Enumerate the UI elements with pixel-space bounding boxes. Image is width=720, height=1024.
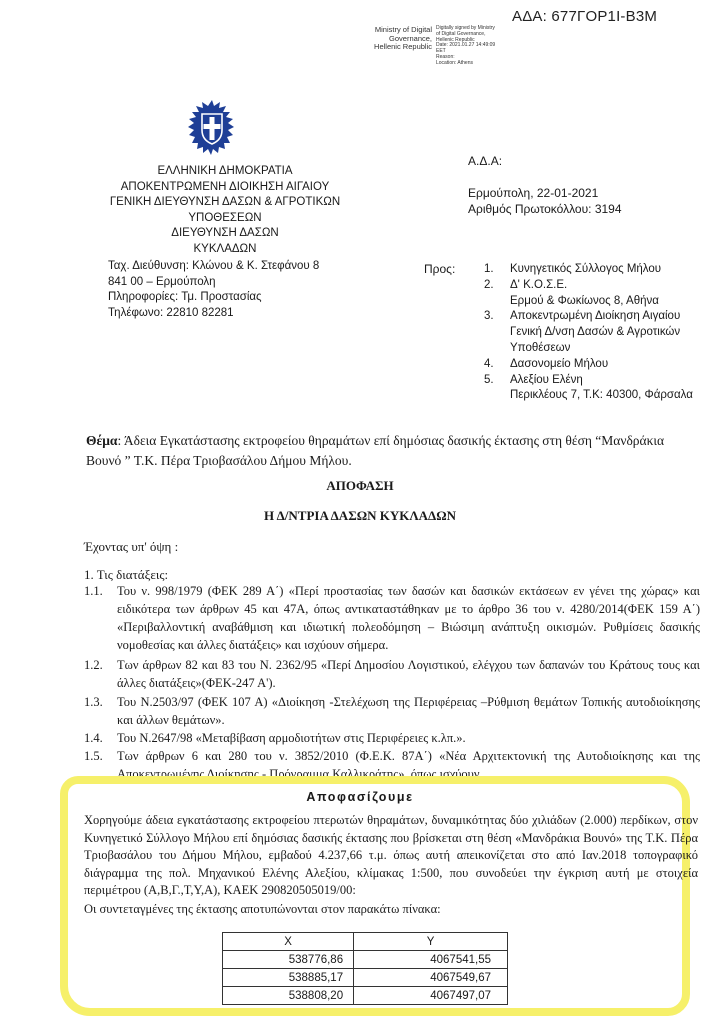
provision-text: Του ν. 998/1979 (ΦΕΚ 289 Α΄) «Περί προστασίας των δασών και δασικών εκτάσεων εν γένει της χώρας» και ειδικότερα των άρθρων 45 και 47Α, όπως αντικαταστάθηκαν με το άρθρο 36 του ν. 4280/2014(ΦΕΚ 159 Α΄) «Περιβαλλοντική αναβάθμιση και ιδιωτική πολεοδόμηση – Βιώσιμη ανάπτυξη οικισμών. Ρυθμίσεις δασικής νομοθεσίας και άλλες διατάξεις» και ισχύουν σήμερα. [117, 584, 700, 652]
recipient-number: 1. [484, 263, 494, 275]
ada-label: Α.Δ.Α: [468, 154, 503, 168]
document-date: Ερμούπολη, 22-01-2021 [468, 186, 599, 200]
issuing-authority [100, 164, 350, 257]
table-row [223, 987, 508, 1005]
recipient-item [484, 278, 714, 310]
provision-item [84, 729, 700, 747]
signature-detail-line: Date: 2021.01.27 14:49:09 [436, 42, 496, 49]
recipients-list [484, 262, 714, 404]
signature-detail-line: Hellenic Republic [436, 36, 475, 43]
grant-text: Χορηγούμε άδεια εγκατάστασης εκτροφείου πτερωτών θηραμάτων, δυναμικότητας δύο χιλιάδων (2.000) περδίκων, στον Κυνηγετικό Σύλλογο Μήλου επί δημόσιας δασικής έκτασης που βρίσκεται στη θέση «Μανδράκια Βουνό» της Τ.Κ. Πέρα Τριοβασάλου του Δήμου Μήλου, εμβαδού 4.237,66 τ.μ. όπως αυτή απεικονίζεται στο από Ιαν.2018 τοπογραφικό διάγραμμα της πολ. Μηχανικού Ελένης Αλεξίου, κλίμακας 1:500, που συνοδεύει την έγκριση αυτή με στοιχεία περιμέτρου (Α,Β,Γ.,Τ,Υ,Α), ΚΑΕΚ 290820505019/00: [84, 813, 698, 897]
cell-x: 538885,17 [223, 969, 354, 987]
cell-x: 538776,86 [223, 951, 354, 969]
decision-title: ΑΠΟΦΑΣΗ [326, 478, 394, 493]
cell-y: 4067497,07 [354, 987, 508, 1005]
recipient-line: Περικλέους 7, Τ.Κ: 40300, Φάρσαλα [510, 389, 693, 402]
provision-item [84, 656, 700, 692]
recipient-number: 2. [484, 278, 494, 291]
considering-heading: Έχοντας υπ' όψη : [84, 539, 179, 554]
greek-emblem-icon [182, 98, 242, 158]
provision-number: 1.2. [84, 658, 103, 672]
contact-info [108, 259, 319, 321]
authority-line: ΑΠΟΚΕΝΤΡΩΜΕΝΗ ΔΙΟΙΚΗΣΗ ΑΙΓΑΙΟΥ [120, 180, 330, 193]
coordinates-table [222, 932, 508, 1005]
ada-top-stamp: ΑΔΑ: 677ΓΟΡ1Ι-Β3Μ [512, 8, 658, 25]
recipient-line: Δασονομείο Μήλου [510, 357, 609, 370]
signer-line: Governance, [389, 33, 432, 43]
table-header-row [223, 933, 508, 951]
provision-item [84, 582, 700, 654]
provision-number: 1.3. [84, 695, 103, 709]
recipient-line: Γενική Δ/νση Δασών & Αγροτικών [510, 326, 681, 339]
provision-text: Των άρθρων 82 και 83 του Ν. 2362/95 «Περί Δημοσίου Λογιστικού, ελέγχου των δαπανών του Κράτους τους και άλλες διατάξεις»(ΦΕΚ-247 Α'). [117, 658, 700, 690]
cell-y: 4067541,55 [354, 951, 508, 969]
recipient-item [484, 373, 714, 405]
subject-label: Θέμα [86, 433, 118, 448]
authority-line: ΕΛΛΗΝΙΚΗ ΔΗΜΟΚΡΑΤΙΑ [157, 165, 293, 177]
table-row [223, 969, 508, 987]
recipient-item [484, 357, 714, 373]
provision-number: 1.4. [84, 731, 103, 745]
signature-signer [366, 26, 432, 52]
provision-text: Του Ν.2503/97 (ΦΕΚ 107 Α) «Διοίκηση -Στελέχωση της Περιφέρειας –Ρύθμιση θεμάτων Τοπικής αυτοδιοίκησης και άλλων θεμάτων». [117, 695, 700, 727]
signature-detail-line: Reason: [436, 53, 455, 60]
recipient-line: Αποκεντρωμένη Διοίκηση Αιγαίου [510, 310, 681, 323]
recipients-label: Προς: [424, 262, 456, 276]
subject-text: : Άδεια Εγκατάστασης εκτροφείου θηραμάτων επί δημόσιας δασικής έκτασης στη θέση “Μανδράκια Βουνό ” Τ.Κ. Πέρα Τριοβασάλου Δήμου Μήλου. [86, 433, 665, 468]
recipient-line: Υποθέσεων [510, 341, 571, 354]
signer-line: Hellenic Republic [374, 42, 432, 51]
subject [86, 431, 700, 471]
recipient-line: Ερμού & Φωκίωνος 8, Αθήνα [510, 294, 659, 307]
recipient-item [484, 309, 714, 356]
provision-number: 1.1. [84, 584, 103, 598]
contact-line: Πληροφορίες: Τμ. Προστασίας [108, 291, 262, 303]
recipient-number: 4. [484, 357, 494, 370]
recipient-number: 3. [484, 310, 494, 323]
signature-detail-line: EET [436, 48, 446, 55]
signature-detail-line: Digitally signed by Ministry [436, 25, 495, 31]
authority-line: ΥΠΟΘΕΣΕΩΝ [188, 211, 262, 224]
cell-y: 4067549,67 [354, 969, 508, 987]
provision-text: Των άρθρων 6 και 280 του ν. 3852/2010 (Φ.Ε.Κ. 87Α΄) «Νέα Αρχιτεκτονική της Αυτοδιοίκησης και της Αποκεντρωμένης Διοίκησης - Πρόγραμμα Καλλικράτης», όπως ισχύουν. [117, 749, 700, 781]
signature-details [436, 26, 556, 67]
decide-heading: Αποφασίζουμε [306, 790, 414, 804]
recipient-line: Κυνηγετικός Σύλλογος Μήλου [510, 263, 662, 275]
authority-line: ΔΙΕΥΘΥΝΣΗ ΔΑΣΩΝ [171, 227, 279, 239]
column-header-x: Χ [223, 933, 354, 951]
recipient-line: Δ' Κ.Ο.Σ.Ε. [510, 278, 568, 291]
provision-item [84, 693, 700, 729]
provision-text: Του Ν.2647/98 «Μεταβίβαση αρμοδιοτήτων στις Περιφέρειες κ.λπ.». [117, 731, 466, 745]
authority-line: ΚΥΚΛΑΔΩΝ [193, 242, 257, 255]
cell-x: 538808,20 [223, 987, 354, 1005]
contact-line: Ταχ. Διεύθυνση: Κλώνου & Κ. Στεφάνου 8 [108, 260, 320, 272]
protocol-number: Αριθμός Πρωτοκόλλου: 3194 [468, 202, 622, 216]
signature-detail-line: Location: Athens [436, 59, 473, 66]
provisions-heading: 1. Τις διατάξεις: [84, 567, 169, 582]
recipient-item [484, 262, 714, 278]
contact-line: 841 00 – Ερμούπολη [108, 275, 216, 288]
director-title: Η Δ/ΝΤΡΙΑ ΔΑΣΩΝ ΚΥΚΛΑΔΩΝ [263, 508, 457, 523]
column-header-y: Υ [354, 933, 508, 951]
recipient-line: Αλεξίου Ελένη [510, 373, 583, 386]
signature-detail-line: of Digital Governance, [436, 30, 486, 37]
contact-line: Τηλέφωνο: 22810 82281 [108, 306, 234, 319]
coordinates-note: Οι συντεταγμένες της έκτασης αποτυπώνονται στον παρακάτω πίνακα: [84, 902, 441, 916]
provision-number: 1.5. [84, 749, 103, 763]
table-row [223, 951, 508, 969]
authority-line: ΓΕΝΙΚΗ ΔΙΕΥΘΥΝΣΗ ΔΑΣΩΝ & ΑΓΡΟΤΙΚΩΝ [109, 196, 341, 208]
signer-line: Ministry of Digital [374, 25, 432, 34]
recipient-number: 5. [484, 373, 494, 386]
